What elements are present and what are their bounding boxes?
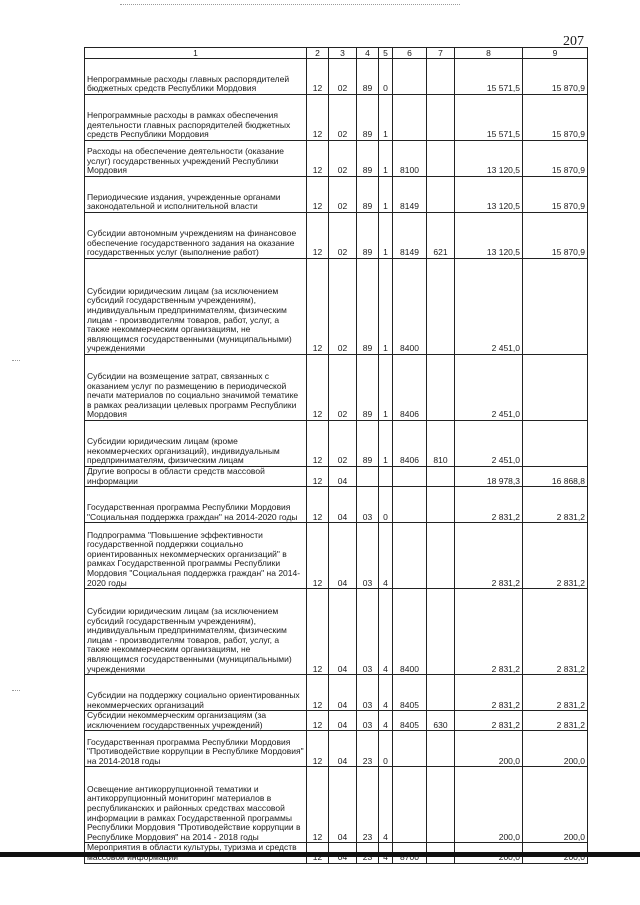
target-article-cell [393, 731, 427, 767]
subsection-code-cell: 02 [329, 259, 357, 355]
program-code-cell: 23 [357, 767, 379, 843]
target-article-cell [393, 59, 427, 95]
bottom-scan-border [0, 852, 640, 857]
header-cell: 5 [379, 48, 393, 59]
amount-cell: 2 831,2 [523, 589, 588, 675]
subsection-code-cell: 02 [329, 95, 357, 141]
row-name-cell: Периодические издания, учрежденные органами законодательной и исполнительной власти [85, 177, 307, 213]
row-name-cell: Государственная программа Республики Мордовия "Противодействие коррупции в Республике Мордовия" на 2014-2018 годы [85, 731, 307, 767]
expense-type-cell [427, 259, 455, 355]
table-row [85, 259, 588, 355]
program-code-cell: 89 [357, 177, 379, 213]
table-row [85, 767, 588, 843]
amount-cell: 2 831,2 [523, 523, 588, 589]
amount-cell: 200,0 [523, 767, 588, 843]
subprogram-code-cell: 0 [379, 731, 393, 767]
row-name-cell: Мероприятия в области культуры, туризма и средств [85, 843, 307, 863]
amount-cell: 13 120,5 [455, 141, 523, 177]
amount-cell: 15 870,9 [523, 177, 588, 213]
header-cell: 3 [329, 48, 357, 59]
table-row [85, 177, 588, 213]
header-cell: 8 [455, 48, 523, 59]
row-name-cell: Субсидии юридическим лицам (за исключением субсидий государственным учреждениям), индивидуальным предпринимателям, физическим лицам - производителям товаров, работ, услуг, а также некоммерческим организациям, не являющимся государственными (муниципальными) учреждениями [85, 259, 307, 355]
program-code-cell: 89 [357, 421, 379, 467]
header-cell: 6 [393, 48, 427, 59]
table-row [85, 355, 588, 421]
subprogram-code-cell: 0 [379, 487, 393, 523]
section-code-cell: 12 [307, 141, 329, 177]
section-code-cell: 12 [307, 487, 329, 523]
section-code-cell: 12 [307, 467, 329, 487]
budget-table [84, 47, 588, 864]
page-number: 207 [563, 34, 584, 49]
table-row [85, 675, 588, 711]
section-code-cell: 12 [307, 95, 329, 141]
amount-cell: 2 831,2 [455, 589, 523, 675]
amount-cell: 15 571,5 [455, 59, 523, 95]
amount-cell: 2 831,2 [523, 675, 588, 711]
amount-cell: 16 868,8 [523, 467, 588, 487]
table-row [85, 467, 588, 487]
expense-type-cell [427, 355, 455, 421]
row-name-cell: Субсидии на возмещение затрат, связанных с оказанием услуг по размещению в периодической печати материалов по социально значимой тематике в рамках реализации целевых программ Республики Мордовия [85, 355, 307, 421]
target-article-cell [393, 95, 427, 141]
amount-cell: 2 451,0 [455, 259, 523, 355]
target-article-cell: 8400 [393, 589, 427, 675]
amount-cell: 2 451,0 [455, 421, 523, 467]
subprogram-code-cell: 1 [379, 213, 393, 259]
subprogram-code-cell: 1 [379, 259, 393, 355]
target-article-cell [393, 487, 427, 523]
expense-type-cell [427, 523, 455, 589]
header-cell: 4 [357, 48, 379, 59]
target-article-cell: 8149 [393, 177, 427, 213]
amount-cell: 2 831,2 [523, 711, 588, 731]
expense-type-cell [427, 487, 455, 523]
subprogram-code-cell: 4 [379, 675, 393, 711]
amount-cell [523, 421, 588, 467]
section-code-cell: 12 [307, 731, 329, 767]
target-article-cell: 8406 [393, 421, 427, 467]
target-article-cell: 8400 [393, 259, 427, 355]
subprogram-code-cell: 1 [379, 95, 393, 141]
subprogram-code-cell: 4 [379, 523, 393, 589]
target-article-cell [393, 767, 427, 843]
subsection-code-cell: 04 [329, 467, 357, 487]
expense-type-cell [427, 675, 455, 711]
scan-artifact-left-mark [12, 690, 20, 691]
expense-type-cell [427, 767, 455, 843]
row-name-cell: Государственная программа Республики Мордовия "Социальная поддержка граждан" на 2014-2020 годы [85, 487, 307, 523]
amount-cell: 13 120,5 [455, 213, 523, 259]
target-article-cell: 8406 [393, 355, 427, 421]
expense-type-cell [427, 467, 455, 487]
target-article-cell: 8405 [393, 675, 427, 711]
section-code-cell: 12 [307, 711, 329, 731]
subprogram-code-cell: 4 [379, 711, 393, 731]
target-article-cell: 8100 [393, 141, 427, 177]
target-article-cell [393, 523, 427, 589]
table-body [85, 59, 588, 864]
header-cell: 2 [307, 48, 329, 59]
row-name-cell: Непрограммные расходы в рамках обеспечения деятельности главных распорядителей бюджетных средств Республики Мордовия [85, 95, 307, 141]
table-row [85, 731, 588, 767]
table-row [85, 711, 588, 731]
table-row [85, 141, 588, 177]
subprogram-code-cell [379, 467, 393, 487]
table-row [85, 487, 588, 523]
amount-cell: 200,0 [523, 731, 588, 767]
target-article-cell [393, 467, 427, 487]
table-row [85, 213, 588, 259]
amount-cell: 15 571,5 [455, 95, 523, 141]
row-name-cell: Субсидии на поддержку социально ориентированных некоммерческих организаций [85, 675, 307, 711]
program-code-cell: 03 [357, 711, 379, 731]
row-name-cell: Освещение антикоррупционной тематики и антикоррупционный мониторинг материалов в республиканских и районных средствах массовой информации в рамках Государственной программы Республики Мордовия "Противодействие коррупции в Республике Мордовия" на 2014 - 2018 годы [85, 767, 307, 843]
subsection-code-cell: 02 [329, 177, 357, 213]
program-code-cell: 03 [357, 675, 379, 711]
amount-cell: 2 831,2 [455, 523, 523, 589]
subsection-code-cell: 04 [329, 767, 357, 843]
section-code-cell: 12 [307, 259, 329, 355]
amount-cell: 15 870,9 [523, 95, 588, 141]
section-code-cell: 12 [307, 421, 329, 467]
section-code-cell: 12 [307, 675, 329, 711]
section-code-cell: 12 [307, 767, 329, 843]
table-row [85, 59, 588, 95]
subsection-code-cell: 02 [329, 59, 357, 95]
program-code-cell: 03 [357, 487, 379, 523]
subprogram-code-cell: 4 [379, 589, 393, 675]
program-code-cell: 03 [357, 523, 379, 589]
subsection-code-cell: 04 [329, 731, 357, 767]
amount-cell: 2 831,2 [455, 487, 523, 523]
expense-type-cell: 810 [427, 421, 455, 467]
program-code-cell: 89 [357, 355, 379, 421]
program-code-cell: 89 [357, 59, 379, 95]
expense-type-cell [427, 177, 455, 213]
amount-cell [523, 259, 588, 355]
scan-artifact-top-line [120, 4, 460, 5]
subsection-code-cell: 02 [329, 141, 357, 177]
amount-cell [523, 355, 588, 421]
amount-cell: 2 831,2 [455, 711, 523, 731]
amount-cell: 2 831,2 [455, 675, 523, 711]
program-code-cell: 89 [357, 95, 379, 141]
expense-type-cell [427, 731, 455, 767]
table-row [85, 95, 588, 141]
header-row [85, 48, 588, 59]
program-code-cell [357, 467, 379, 487]
subsection-code-cell: 04 [329, 711, 357, 731]
section-code-cell: 12 [307, 523, 329, 589]
row-name-cell: Непрограммные расходы главных распорядителей бюджетных средств Республики Мордовия [85, 59, 307, 95]
row-name-cell: Субсидии юридическим лицам (кроме некоммерческих организаций), индивидуальным предпринимателям, физическим лицам [85, 421, 307, 467]
subsection-code-cell: 02 [329, 213, 357, 259]
row-name-cell: Другие вопросы в области средств массовой информации [85, 467, 307, 487]
header-cell: 1 [85, 48, 307, 59]
table-row [85, 523, 588, 589]
section-code-cell: 12 [307, 589, 329, 675]
program-code-cell: 89 [357, 213, 379, 259]
expense-type-cell [427, 589, 455, 675]
row-name-cell: Расходы на обеспечение деятельности (оказание услуг) государственных учреждений Республики Мордовия [85, 141, 307, 177]
subsection-code-cell: 04 [329, 523, 357, 589]
subprogram-code-cell: 4 [379, 767, 393, 843]
amount-cell: 15 870,9 [523, 59, 588, 95]
target-article-cell: 8149 [393, 213, 427, 259]
target-article-cell: 8405 [393, 711, 427, 731]
program-code-cell: 89 [357, 141, 379, 177]
section-code-cell: 12 [307, 59, 329, 95]
expense-type-cell [427, 95, 455, 141]
subsection-code-cell: 02 [329, 421, 357, 467]
subsection-code-cell: 02 [329, 355, 357, 421]
subprogram-code-cell: 1 [379, 141, 393, 177]
expense-type-cell [427, 59, 455, 95]
amount-cell: 13 120,5 [455, 177, 523, 213]
subsection-code-cell: 04 [329, 675, 357, 711]
program-code-cell: 23 [357, 731, 379, 767]
table-row [85, 589, 588, 675]
subsection-code-cell: 04 [329, 589, 357, 675]
row-name-cell: Субсидии автономным учреждениям на финансовое обеспечение государственного задания на оказание государственных услуг (выполнение работ) [85, 213, 307, 259]
row-name-cell: Субсидии юридическим лицам (за исключением субсидий государственным учреждениям), индивидуальным предпринимателям, физическим лицам - производителям товаров, работ, услуг, а также некоммерческим организациям, не являющимся государственными (муниципальными) учреждениями [85, 589, 307, 675]
row-name-cell: Подпрограмма "Повышение эффективности государственной поддержки социально ориентированных некоммерческих организаций" в рамках Государственной программы Республики Мордовия "Социальная поддержка граждан" на 2014-2020 годы [85, 523, 307, 589]
expense-type-cell: 630 [427, 711, 455, 731]
amount-cell: 200,0 [455, 767, 523, 843]
table-row [85, 421, 588, 467]
amount-cell: 15 870,9 [523, 141, 588, 177]
amount-cell: 18 978,3 [455, 467, 523, 487]
expense-type-cell [427, 141, 455, 177]
row-name-cell: Субсидии некоммерческим организациям (за исключением государственных учреждений) [85, 711, 307, 731]
subprogram-code-cell: 1 [379, 421, 393, 467]
scan-artifact-left-mark [12, 360, 20, 361]
amount-cell: 200,0 [455, 731, 523, 767]
amount-cell: 15 870,9 [523, 213, 588, 259]
subprogram-code-cell: 1 [379, 355, 393, 421]
subsection-code-cell: 04 [329, 487, 357, 523]
program-code-cell: 89 [357, 259, 379, 355]
subprogram-code-cell: 1 [379, 177, 393, 213]
amount-cell: 2 451,0 [455, 355, 523, 421]
expense-type-cell: 621 [427, 213, 455, 259]
header-cell: 7 [427, 48, 455, 59]
section-code-cell: 12 [307, 355, 329, 421]
amount-cell: 2 831,2 [523, 487, 588, 523]
subprogram-code-cell: 0 [379, 59, 393, 95]
section-code-cell: 12 [307, 213, 329, 259]
program-code-cell: 03 [357, 589, 379, 675]
section-code-cell: 12 [307, 177, 329, 213]
header-cell: 9 [523, 48, 588, 59]
